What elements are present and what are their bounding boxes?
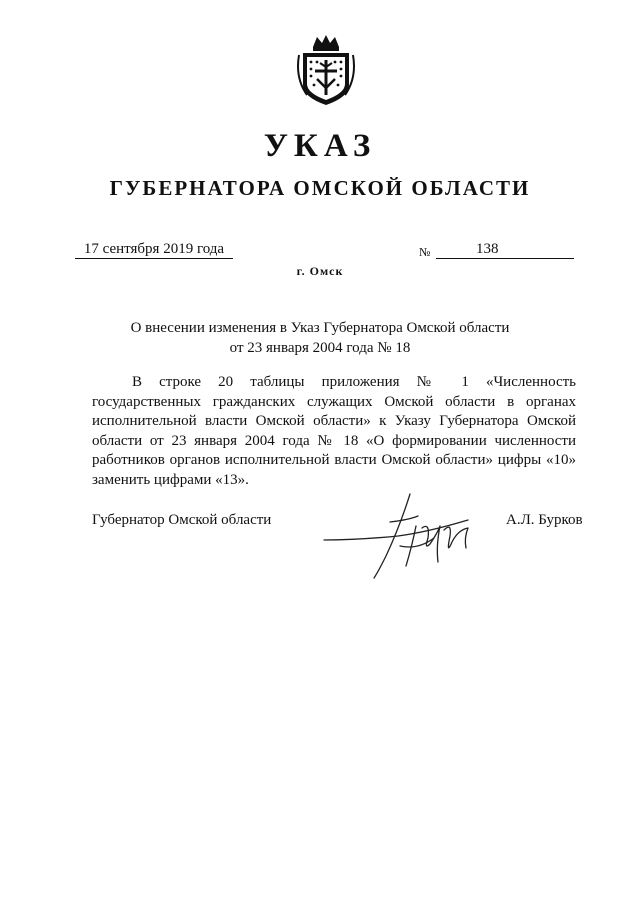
- document-title: УКАЗ: [263, 128, 377, 164]
- signatory-position: Губернатор Омской области: [92, 512, 272, 528]
- coat-of-arms-icon: [295, 33, 357, 107]
- decree-body-paragraph: В строке 20 таблицы приложения № 1 «Численность государственных гражданских служащих Омской области в органах исполнительной власти Омской области» к Указу Губернатора Омской области от 23 января 2004 года № 18 «О формировании численности работников органов исполнительной власти Омской области» цифры «10» заменить цифрами «13».: [92, 374, 576, 488]
- decree-city: г. Омск: [296, 264, 344, 278]
- document-subtitle: ГУБЕРНАТОРА ОМСКОЙ ОБЛАСТИ: [109, 176, 531, 200]
- decree-number-field: [436, 240, 574, 259]
- decree-date: 17 сентября 2019 года: [75, 240, 233, 259]
- decree-number: 138: [476, 241, 499, 257]
- signatory-name: А.Л. Бурков: [506, 512, 583, 528]
- decree-heading-line-1: О внесении изменения в Указ Губернатора Омской области: [130, 320, 510, 336]
- number-sign: №: [419, 245, 431, 259]
- signature-mark: [318, 486, 488, 584]
- decree-heading-line-2: от 23 января 2004 года № 18: [229, 340, 411, 356]
